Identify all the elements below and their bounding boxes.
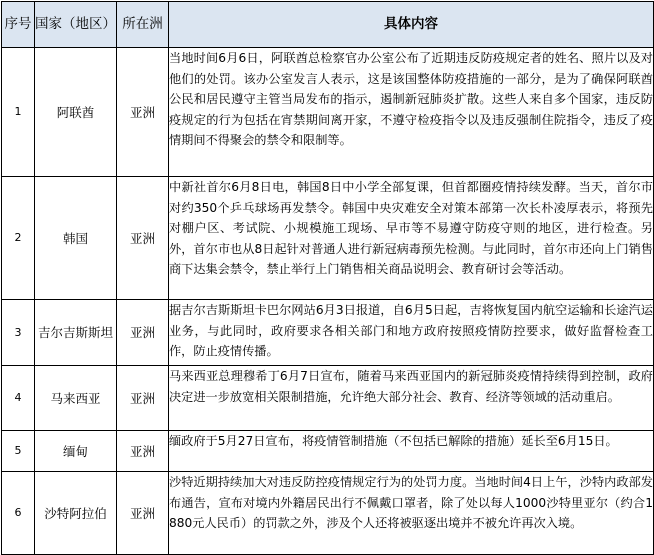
row-continent: 亚洲	[117, 177, 169, 300]
header-row	[2, 2, 654, 48]
row-content: 中新社首尔6月8日电，韩国8日中小学全部复课，但首都圈疫情持续发酵。当天，首尔市对约350个乒乓球场再发禁令。韩国中央灾难安全对策本部第一次长朴凌厚表示，将预先对棚户区、考试院、小规模施工现场、早市等不易遵守防疫守则的地区，进行检查。另外，首尔市也从8日起针对普通人进行新冠病毒预先检测。与此同时，首尔市还向上门销售商下达集会禁令，禁止举行上门销售相关商品说明会、教育研讨会等活动。	[169, 177, 654, 300]
row-number: 3	[2, 300, 35, 366]
header-content: 具体内容	[169, 2, 654, 48]
row-number: 4	[2, 366, 35, 431]
row-number: 6	[2, 472, 35, 555]
row-country: 马来西亚	[35, 366, 117, 431]
header-continent: 所在洲	[117, 2, 169, 48]
row-content: 沙特近期持续加大对违反防控疫情规定行为的处罚力度。当地时间4日上午，沙特内政部发布通告，宣布对境内外籍居民出行不佩戴口罩者，除了处以每人1000沙特里亚尔（约合1880元人民币）的罚款之外，涉及个人还将被驱逐出境并不被允许再次入境。	[169, 472, 654, 555]
row-continent: 亚洲	[117, 48, 169, 177]
row-number: 1	[2, 48, 35, 177]
row-content: 当地时间6月6日，阿联酋总检察官办公室公布了近期违反防疫规定者的姓名、照片以及对他们的处罚。该办公室发言人表示，这是该国整体防疫措施的一部分，是为了确保阿联酋公民和居民遵守主管当局发布的指示，遏制新冠肺炎扩散。这些人来自多个国家，违反防疫规定的行为包括在宵禁期间离开家，不遵守检疫指令以及违反强制住院指令，违反了疫情期间不得聚会的禁令和限制等。	[169, 48, 654, 177]
row-country: 吉尔吉斯斯坦	[35, 300, 117, 366]
row-continent: 亚洲	[117, 300, 169, 366]
table-row	[2, 431, 654, 472]
row-country: 阿联酋	[35, 48, 117, 177]
row-content: 据吉尔吉斯斯坦卡巴尔网站6月3日报道，自6月5日起，吉将恢复国内航空运输和长途汽运业务，与此同时，政府要求各相关部门和地方政府按照疫情防控要求，做好监督检查工作，防止疫情传播。	[169, 300, 654, 366]
table-row	[2, 366, 654, 431]
row-country: 沙特阿拉伯	[35, 472, 117, 555]
table-row	[2, 177, 654, 300]
row-continent: 亚洲	[117, 366, 169, 431]
row-continent: 亚洲	[117, 431, 169, 472]
row-number: 5	[2, 431, 35, 472]
row-content: 缅政府于5月27日宣布，将疫情管制措施（不包括已解除的措施）延长至6月15日。	[169, 431, 654, 472]
row-country: 韩国	[35, 177, 117, 300]
table-row	[2, 48, 654, 177]
table-row	[2, 472, 654, 555]
policy-table	[1, 1, 654, 555]
row-country: 缅甸	[35, 431, 117, 472]
header-country: 国家（地区）	[35, 2, 117, 48]
row-continent: 亚洲	[117, 472, 169, 555]
row-number: 2	[2, 177, 35, 300]
row-content: 马来西亚总理穆希丁6月7日宣布，随着马来西亚国内的新冠肺炎疫情持续得到控制，政府决定进一步放宽相关限制措施，允许绝大部分社会、教育、经济等领域的活动重启。	[169, 366, 654, 431]
header-no: 序号	[2, 2, 35, 48]
table-row	[2, 300, 654, 366]
